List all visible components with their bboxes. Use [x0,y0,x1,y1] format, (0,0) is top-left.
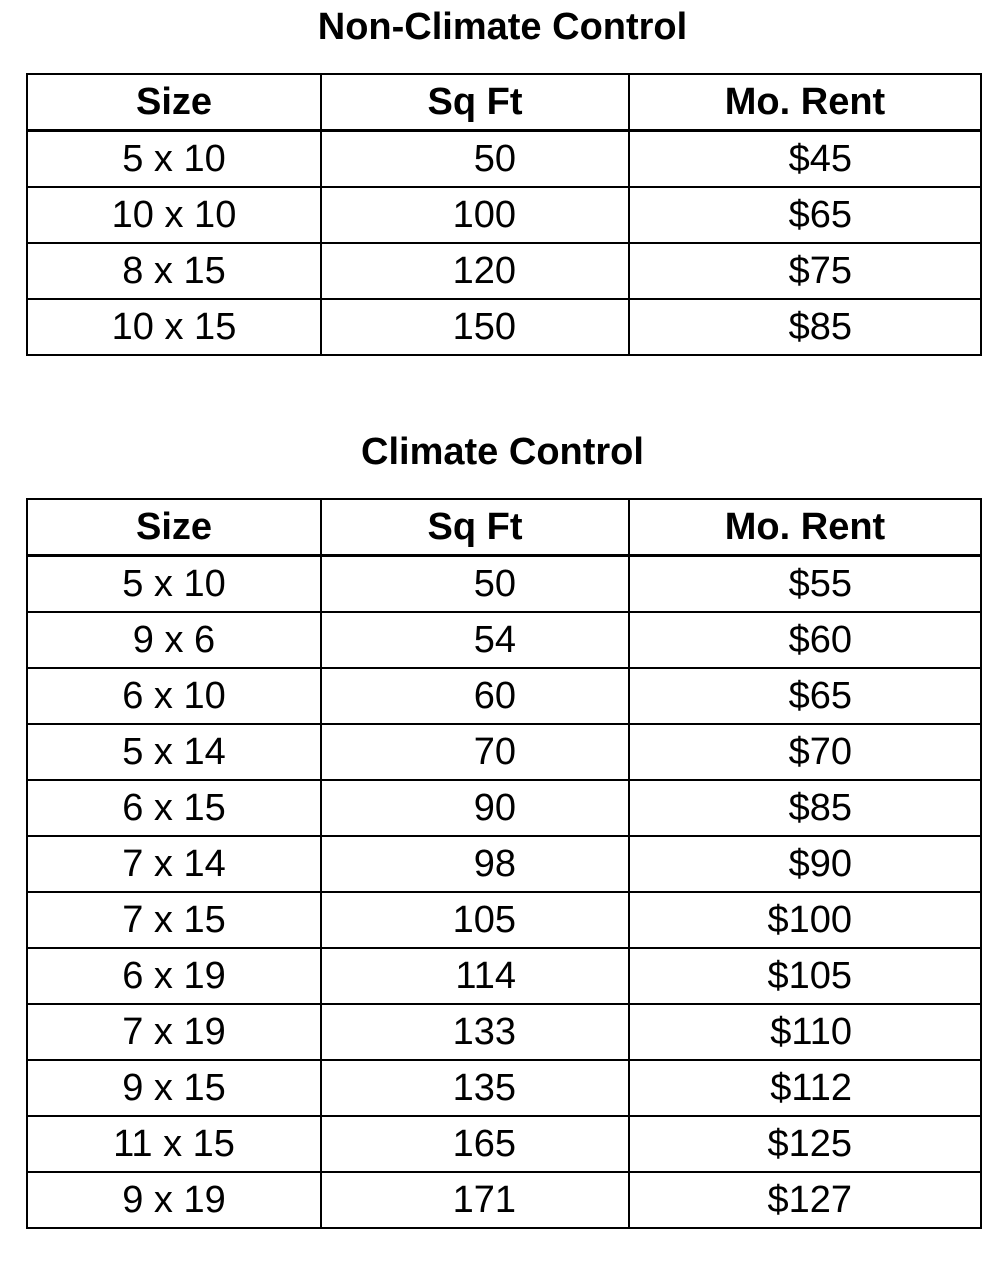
non-climate-table [26,73,982,356]
table-row [27,556,981,613]
size-cell: 6 x 15 [27,780,321,836]
table-row [27,724,981,780]
rent-cell: $90 [629,836,981,892]
table-row [27,836,981,892]
header-size: Size [27,499,321,556]
non-climate-title: Non-Climate Control [317,6,688,48]
table-row [27,1004,981,1060]
size-cell: 5 x 14 [27,724,321,780]
sqft-cell: 54 [321,612,629,668]
size-cell: 9 x 6 [27,612,321,668]
table-row [27,612,981,668]
rent-cell: $85 [629,299,981,355]
header-sqft: Sq Ft [321,499,629,556]
size-cell: 7 x 14 [27,836,321,892]
size-cell: 7 x 15 [27,892,321,948]
sqft-cell: 100 [321,187,629,243]
table-row [27,948,981,1004]
size-cell: 6 x 10 [27,668,321,724]
sqft-cell: 90 [321,780,629,836]
rent-cell: $127 [629,1172,981,1228]
size-cell: 9 x 19 [27,1172,321,1228]
size-cell: 5 x 10 [27,131,321,188]
rent-cell: $75 [629,243,981,299]
header-row [27,74,981,131]
header-row [27,499,981,556]
sqft-cell: 60 [321,668,629,724]
sqft-cell: 50 [321,131,629,188]
rent-cell: $105 [629,948,981,1004]
sqft-cell: 165 [321,1116,629,1172]
climate-table [26,498,982,1229]
table-row [27,187,981,243]
rent-cell: $45 [629,131,981,188]
sqft-cell: 50 [321,556,629,613]
sqft-cell: 150 [321,299,629,355]
table-row [27,1116,981,1172]
size-cell: 10 x 10 [27,187,321,243]
table-row [27,243,981,299]
table-row [27,668,981,724]
size-cell: 8 x 15 [27,243,321,299]
sqft-cell: 70 [321,724,629,780]
rent-cell: $65 [629,668,981,724]
table-row [27,131,981,188]
rent-cell: $110 [629,1004,981,1060]
size-cell: 7 x 19 [27,1004,321,1060]
rent-cell: $55 [629,556,981,613]
size-cell: 9 x 15 [27,1060,321,1116]
rent-cell: $70 [629,724,981,780]
climate-title: Climate Control [361,431,644,473]
size-cell: 5 x 10 [27,556,321,613]
table-row [27,299,981,355]
table-row [27,892,981,948]
size-cell: 6 x 19 [27,948,321,1004]
sqft-cell: 105 [321,892,629,948]
header-size: Size [27,74,321,131]
rent-cell: $100 [629,892,981,948]
size-cell: 10 x 15 [27,299,321,355]
sqft-cell: 133 [321,1004,629,1060]
sqft-cell: 171 [321,1172,629,1228]
rent-cell: $125 [629,1116,981,1172]
sqft-cell: 135 [321,1060,629,1116]
sqft-cell: 114 [321,948,629,1004]
table-row [27,1060,981,1116]
rent-cell: $112 [629,1060,981,1116]
rent-cell: $60 [629,612,981,668]
sqft-cell: 98 [321,836,629,892]
header-rent: Mo. Rent [629,499,981,556]
rent-cell: $65 [629,187,981,243]
size-cell: 11 x 15 [27,1116,321,1172]
rent-cell: $85 [629,780,981,836]
header-sqft: Sq Ft [321,74,629,131]
table-row [27,1172,981,1228]
table-row [27,780,981,836]
header-rent: Mo. Rent [629,74,981,131]
sqft-cell: 120 [321,243,629,299]
